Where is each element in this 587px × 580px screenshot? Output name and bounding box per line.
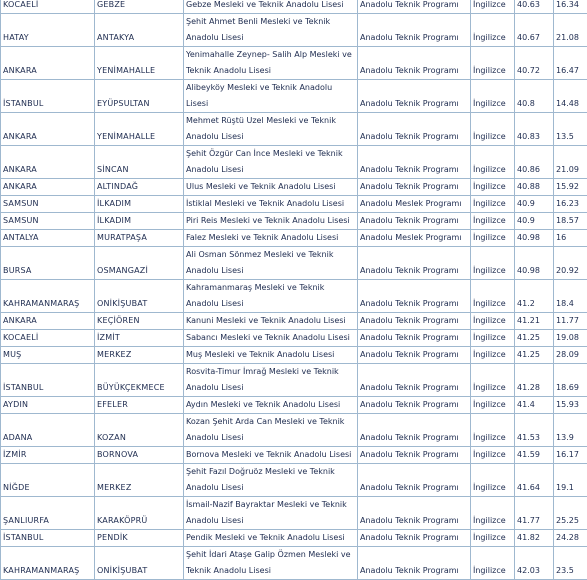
district-cell: YENİMAHALLE [95, 47, 184, 80]
percentile-cell: 15.93 [554, 397, 587, 414]
language-cell: İngilizce [471, 113, 515, 146]
province-cell: ŞANLIURFA [1, 497, 95, 530]
program-cell: Anadolu Teknik Programı [358, 80, 471, 113]
district-cell: MERKEZ [95, 347, 184, 364]
percentile-cell: 21.09 [554, 146, 587, 179]
table-body [1, 0, 587, 580]
percentile-cell: 24.28 [554, 530, 587, 547]
school-name-cell: Yenimahalle Zeynep- Salih Alp Mesleki ve Teknik Anadolu Lisesi [184, 47, 358, 80]
school-name-cell: Ulus Mesleki ve Teknik Anadolu Lisesi [184, 179, 358, 196]
district-cell: EYÜPSULTAN [95, 80, 184, 113]
school-name-cell: İsmail-Nazif Bayraktar Mesleki ve Teknik Anadolu Lisesi [184, 497, 358, 530]
program-cell: Anadolu Meslek Programı [358, 230, 471, 247]
language-cell: İngilizce [471, 464, 515, 497]
score-cell: 40.86 [515, 146, 554, 179]
language-cell: İngilizce [471, 364, 515, 397]
table-row [1, 530, 587, 547]
percentile-cell: 15.92 [554, 179, 587, 196]
score-cell: 40.98 [515, 230, 554, 247]
table-row [1, 179, 587, 196]
province-cell: İSTANBUL [1, 364, 95, 397]
district-cell: ONİKİŞUBAT [95, 280, 184, 313]
school-name-cell: Kozan Şehit Arda Can Mesleki ve Teknik Anadolu Lisesi [184, 414, 358, 447]
province-cell: KOCAELİ [1, 330, 95, 347]
language-cell: İngilizce [471, 330, 515, 347]
percentile-cell: 13.9 [554, 414, 587, 447]
province-cell: HATAY [1, 14, 95, 47]
program-cell: Anadolu Teknik Programı [358, 414, 471, 447]
percentile-cell: 18.69 [554, 364, 587, 397]
province-cell: ADANA [1, 414, 95, 447]
score-cell: 40.83 [515, 113, 554, 146]
percentile-cell: 18.4 [554, 280, 587, 313]
table-row [1, 364, 587, 397]
table-row [1, 280, 587, 313]
district-cell: ANTAKYA [95, 14, 184, 47]
score-cell: 40.8 [515, 80, 554, 113]
school-name-cell: İstiklal Mesleki ve Teknik Anadolu Lisesi [184, 196, 358, 213]
district-cell: KARAKÖPRÜ [95, 497, 184, 530]
language-cell: İngilizce [471, 146, 515, 179]
program-cell: Anadolu Teknik Programı [358, 213, 471, 230]
language-cell: İngilizce [471, 547, 515, 580]
district-cell: OSMANGAZİ [95, 247, 184, 280]
province-cell: ANTALYA [1, 230, 95, 247]
district-cell: SİNCAN [95, 146, 184, 179]
province-cell: BURSA [1, 247, 95, 280]
province-cell: İSTANBUL [1, 530, 95, 547]
district-cell: İZMİT [95, 330, 184, 347]
score-cell: 41.59 [515, 447, 554, 464]
program-cell: Anadolu Teknik Programı [358, 146, 471, 179]
table-row [1, 330, 587, 347]
percentile-cell: 19.08 [554, 330, 587, 347]
school-name-cell: Şehit Fazıl Doğruöz Mesleki ve Teknik Anadolu Lisesi [184, 464, 358, 497]
percentile-cell: 16.23 [554, 196, 587, 213]
language-cell: İngilizce [471, 313, 515, 330]
table-row [1, 397, 587, 414]
score-cell: 40.67 [515, 14, 554, 47]
program-cell: Anadolu Teknik Programı [358, 397, 471, 414]
province-cell: ANKARA [1, 179, 95, 196]
province-cell: KOCAELİ [1, 0, 95, 14]
language-cell: İngilizce [471, 247, 515, 280]
table-row [1, 0, 587, 14]
language-cell: İngilizce [471, 14, 515, 47]
program-cell: Anadolu Teknik Programı [358, 547, 471, 580]
language-cell: İngilizce [471, 213, 515, 230]
percentile-cell: 28.09 [554, 347, 587, 364]
province-cell: AYDIN [1, 397, 95, 414]
table-row [1, 497, 587, 530]
program-cell: Anadolu Teknik Programı [358, 179, 471, 196]
score-cell: 40.88 [515, 179, 554, 196]
score-cell: 41.25 [515, 347, 554, 364]
school-name-cell: Gebze Mesleki ve Teknik Anadolu Lisesi [184, 0, 358, 14]
school-name-cell: Şehit Özgür Can İnce Mesleki ve Teknik Anadolu Lisesi [184, 146, 358, 179]
score-cell: 40.63 [515, 0, 554, 14]
percentile-cell: 14.48 [554, 80, 587, 113]
province-cell: KAHRAMANMARAŞ [1, 280, 95, 313]
table-row [1, 14, 587, 47]
school-name-cell: Pendik Mesleki ve Teknik Anadolu Lisesi [184, 530, 358, 547]
district-cell: GEBZE [95, 0, 184, 14]
province-cell: NİĞDE [1, 464, 95, 497]
school-name-cell: Piri Reis Mesleki ve Teknik Anadolu Lisesi [184, 213, 358, 230]
score-cell: 41.25 [515, 330, 554, 347]
program-cell: Anadolu Teknik Programı [358, 497, 471, 530]
district-cell: ONİKİŞUBAT [95, 547, 184, 580]
percentile-cell: 16.34 [554, 0, 587, 14]
score-cell: 40.98 [515, 247, 554, 280]
program-cell: Anadolu Teknik Programı [358, 14, 471, 47]
language-cell: İngilizce [471, 196, 515, 213]
table-row [1, 80, 587, 113]
score-cell: 40.72 [515, 47, 554, 80]
table-row [1, 230, 587, 247]
province-cell: ANKARA [1, 113, 95, 146]
province-cell: SAMSUN [1, 196, 95, 213]
district-cell: YENİMAHALLE [95, 113, 184, 146]
program-cell: Anadolu Teknik Programı [358, 330, 471, 347]
language-cell: İngilizce [471, 230, 515, 247]
school-name-cell: Alibeyköy Mesleki ve Teknik Anadolu Lisesi [184, 80, 358, 113]
school-name-cell: Sabancı Mesleki ve Teknik Anadolu Lisesi [184, 330, 358, 347]
program-cell: Anadolu Teknik Programı [358, 113, 471, 146]
program-cell: Anadolu Teknik Programı [358, 313, 471, 330]
district-cell: KOZAN [95, 414, 184, 447]
district-cell: İLKADIM [95, 196, 184, 213]
table-row [1, 347, 587, 364]
province-cell: ANKARA [1, 47, 95, 80]
program-cell: Anadolu Teknik Programı [358, 247, 471, 280]
program-cell: Anadolu Teknik Programı [358, 280, 471, 313]
percentile-cell: 18.57 [554, 213, 587, 230]
table-row [1, 464, 587, 497]
program-cell: Anadolu Meslek Programı [358, 196, 471, 213]
program-cell: Anadolu Teknik Programı [358, 0, 471, 14]
score-cell: 41.82 [515, 530, 554, 547]
percentile-cell: 16 [554, 230, 587, 247]
district-cell: BORNOVA [95, 447, 184, 464]
language-cell: İngilizce [471, 80, 515, 113]
province-cell: ANKARA [1, 146, 95, 179]
program-cell: Anadolu Teknik Programı [358, 447, 471, 464]
school-name-cell: Mehmet Rüştü Uzel Mesleki ve Teknik Anadolu Lisesi [184, 113, 358, 146]
district-cell: İLKADIM [95, 213, 184, 230]
score-cell: 41.53 [515, 414, 554, 447]
province-cell: İSTANBUL [1, 80, 95, 113]
school-name-cell: Muş Mesleki ve Teknik Anadolu Lisesi [184, 347, 358, 364]
province-cell: ANKARA [1, 313, 95, 330]
table-row [1, 113, 587, 146]
language-cell: İngilizce [471, 530, 515, 547]
province-cell: MUŞ [1, 347, 95, 364]
district-cell: EFELER [95, 397, 184, 414]
district-cell: MURATPAŞA [95, 230, 184, 247]
program-cell: Anadolu Teknik Programı [358, 464, 471, 497]
province-cell: SAMSUN [1, 213, 95, 230]
school-name-cell: Falez Mesleki ve Teknik Anadolu Lisesi [184, 230, 358, 247]
province-cell: İZMİR [1, 447, 95, 464]
language-cell: İngilizce [471, 179, 515, 196]
percentile-cell: 20.92 [554, 247, 587, 280]
table-row [1, 414, 587, 447]
percentile-cell: 21.08 [554, 14, 587, 47]
percentile-cell: 11.77 [554, 313, 587, 330]
score-cell: 41.4 [515, 397, 554, 414]
score-cell: 40.9 [515, 196, 554, 213]
table-row [1, 146, 587, 179]
table-row [1, 247, 587, 280]
program-cell: Anadolu Teknik Programı [358, 364, 471, 397]
table-row [1, 213, 587, 230]
language-cell: İngilizce [471, 47, 515, 80]
province-cell: KAHRAMANMARAŞ [1, 547, 95, 580]
school-name-cell: Kanuni Mesleki ve Teknik Anadolu Lisesi [184, 313, 358, 330]
score-cell: 41.64 [515, 464, 554, 497]
percentile-cell: 23.5 [554, 547, 587, 580]
score-cell: 41.21 [515, 313, 554, 330]
score-cell: 41.28 [515, 364, 554, 397]
score-cell: 40.9 [515, 213, 554, 230]
score-cell: 41.2 [515, 280, 554, 313]
school-name-cell: Rosvita-Timur İmrağ Mesleki ve Teknik Anadolu Lisesi [184, 364, 358, 397]
language-cell: İngilizce [471, 497, 515, 530]
school-name-cell: Şehit İdari Ataşe Galip Özmen Mesleki ve Teknik Anadolu Lisesi [184, 547, 358, 580]
language-cell: İngilizce [471, 447, 515, 464]
percentile-cell: 25.25 [554, 497, 587, 530]
score-cell: 41.77 [515, 497, 554, 530]
percentile-cell: 19.1 [554, 464, 587, 497]
school-name-cell: Şehit Ahmet Benli Mesleki ve Teknik Anadolu Lisesi [184, 14, 358, 47]
percentile-cell: 16.47 [554, 47, 587, 80]
table-row [1, 313, 587, 330]
percentile-cell: 16.17 [554, 447, 587, 464]
language-cell: İngilizce [471, 397, 515, 414]
language-cell: İngilizce [471, 414, 515, 447]
language-cell: İngilizce [471, 0, 515, 14]
program-cell: Anadolu Teknik Programı [358, 530, 471, 547]
table-row [1, 47, 587, 80]
school-name-cell: Kahramanmaraş Mesleki ve Teknik Anadolu Lisesi [184, 280, 358, 313]
language-cell: İngilizce [471, 280, 515, 313]
district-cell: KEÇİÖREN [95, 313, 184, 330]
percentile-cell: 13.5 [554, 113, 587, 146]
score-cell: 42.03 [515, 547, 554, 580]
table-row [1, 196, 587, 213]
school-name-cell: Aydın Mesleki ve Teknik Anadolu Lisesi [184, 397, 358, 414]
district-cell: MERKEZ [95, 464, 184, 497]
school-name-cell: Bornova Mesleki ve Teknik Anadolu Lisesi [184, 447, 358, 464]
district-cell: BÜYÜKÇEKMECE [95, 364, 184, 397]
school-name-cell: Ali Osman Sönmez Mesleki ve Teknik Anadolu Lisesi [184, 247, 358, 280]
program-cell: Anadolu Teknik Programı [358, 47, 471, 80]
language-cell: İngilizce [471, 347, 515, 364]
district-cell: ALTINDAĞ [95, 179, 184, 196]
district-cell: PENDİK [95, 530, 184, 547]
table-row [1, 547, 587, 580]
program-cell: Anadolu Teknik Programı [358, 347, 471, 364]
table-row [1, 447, 587, 464]
